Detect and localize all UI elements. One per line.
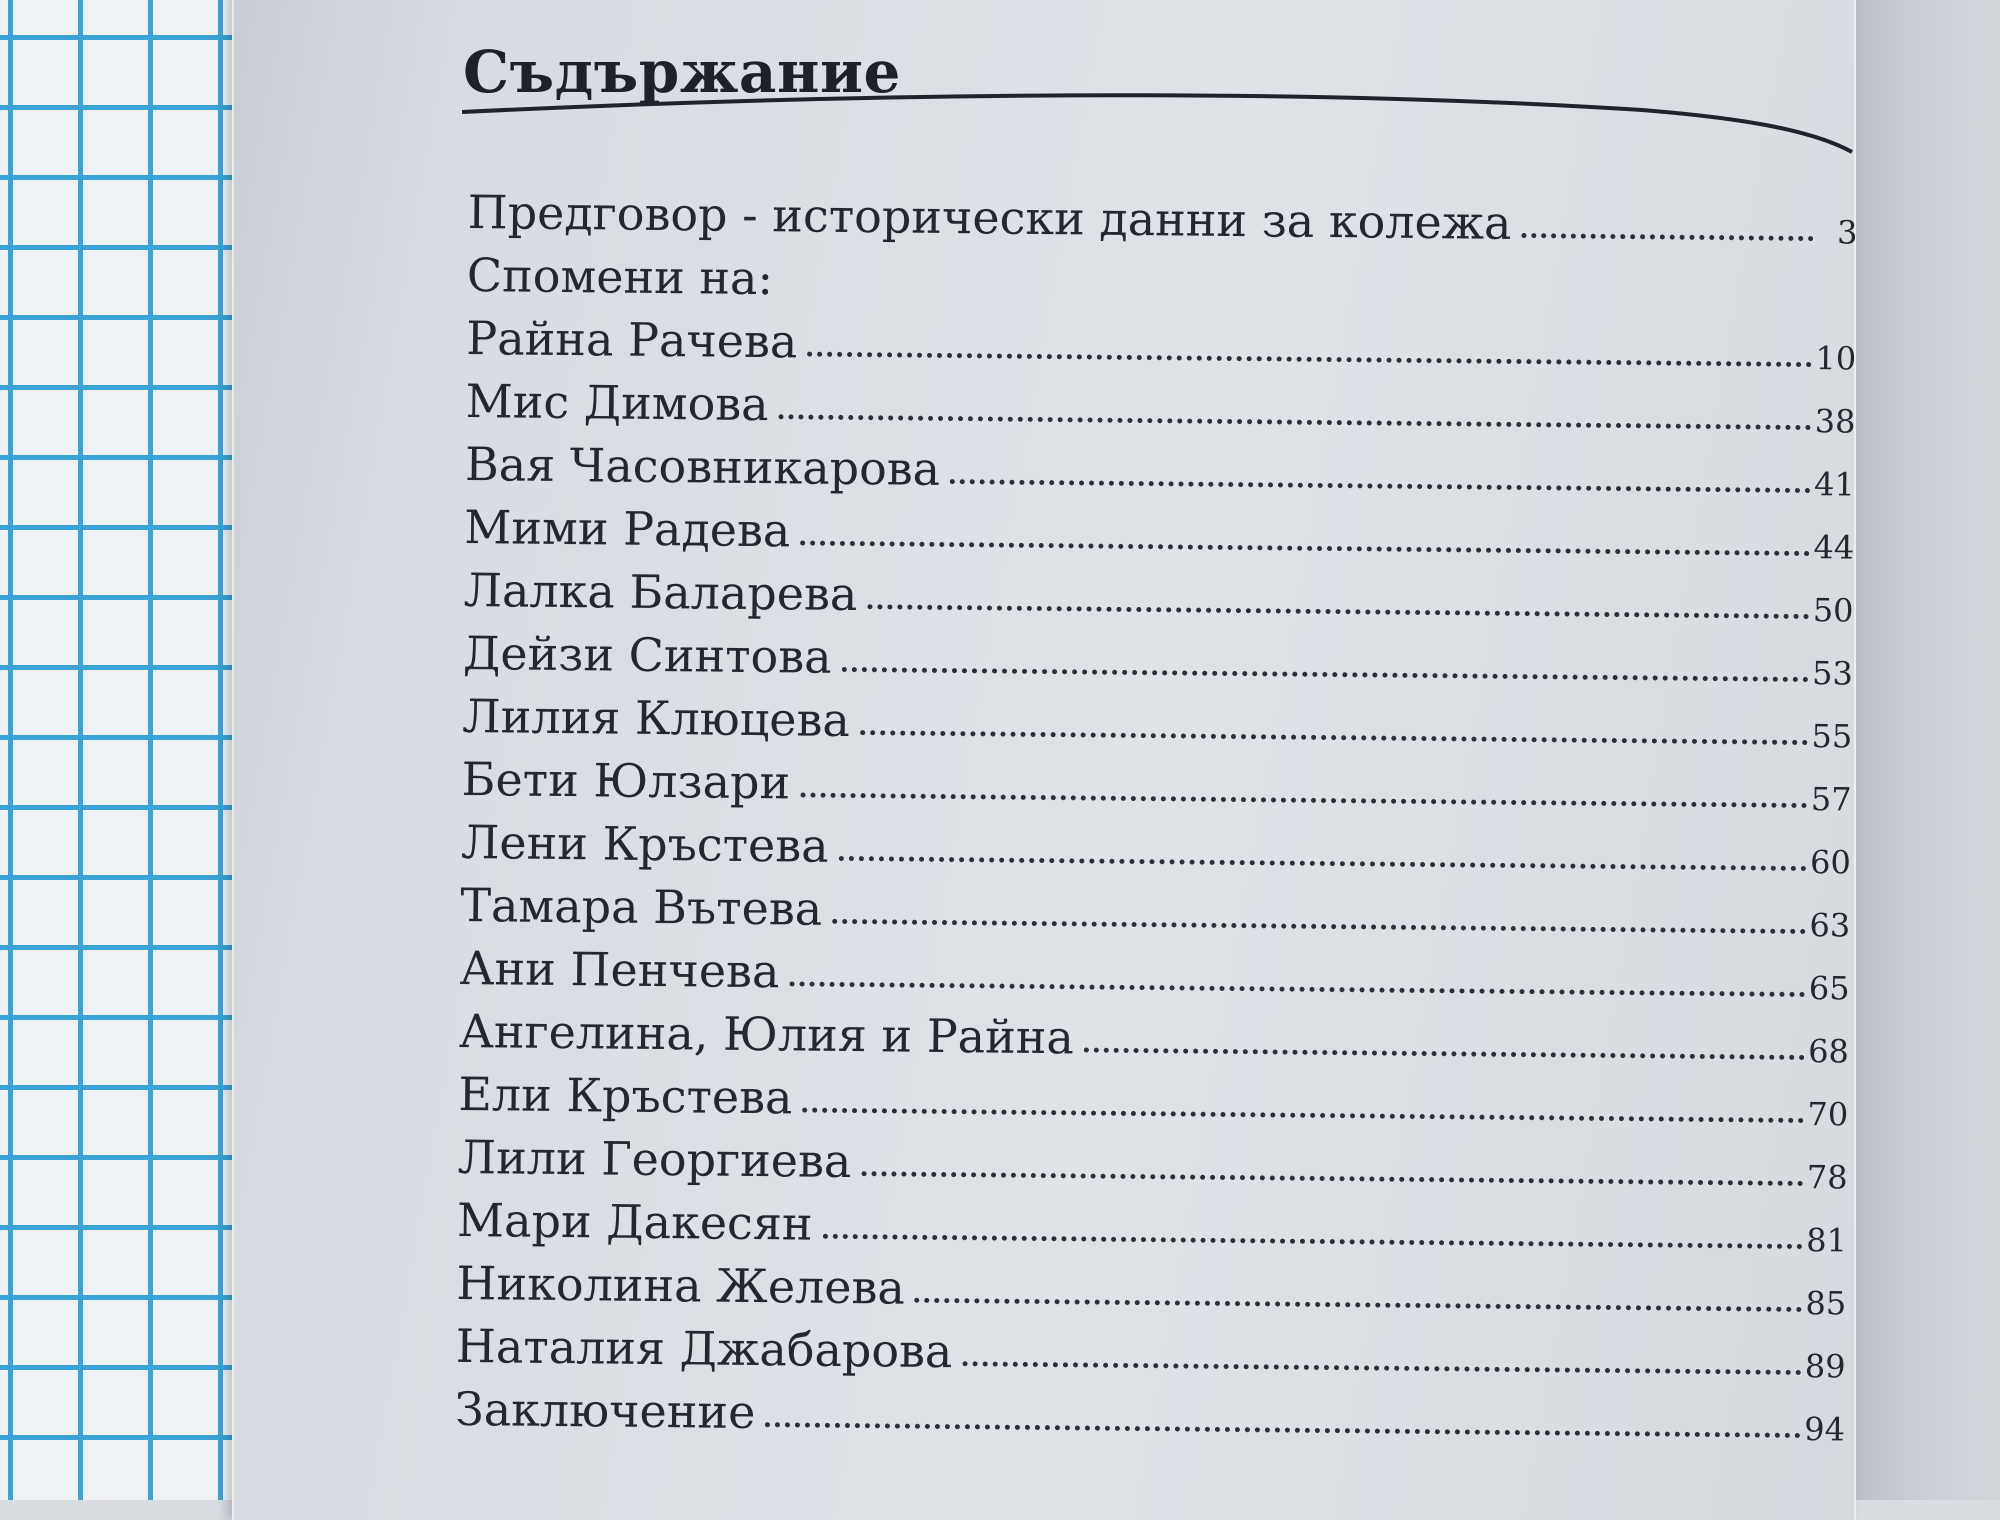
dot-leader xyxy=(841,667,1808,682)
toc-entry-label: Заключение xyxy=(454,1381,756,1440)
toc-entry-label: Предговор - исторически данни за колежа xyxy=(467,184,1512,250)
toc-entry-label: Мари Дакесян xyxy=(456,1192,813,1251)
dot-leader xyxy=(1521,233,1813,241)
toc-page-number: 63 xyxy=(1809,906,1851,945)
toc-entry-label: Лалка Баларева xyxy=(463,562,858,622)
toc-entry-label: Ели Кръстева xyxy=(458,1066,793,1125)
toc-page-number: 10 xyxy=(1815,339,1857,378)
toc-entries-list xyxy=(455,302,1857,1450)
toc-page-number: 3 xyxy=(1836,213,1858,252)
table-of-contents xyxy=(455,176,1858,1450)
dot-leader xyxy=(838,856,1806,871)
dot-leader xyxy=(832,919,1806,934)
dot-leader xyxy=(950,479,1811,493)
toc-page-number: 57 xyxy=(1810,780,1852,819)
toc-entry-label: Ангелина, Юлия и Райна xyxy=(458,1003,1075,1065)
dot-leader xyxy=(867,604,1809,619)
graph-paper-background xyxy=(0,0,260,1500)
toc-entry-label: Лени Кръстева xyxy=(460,814,829,873)
toc-entry-label: Райна Рачева xyxy=(466,310,798,369)
toc-entry-label: Мими Радева xyxy=(464,499,791,558)
toc-entry-label: Вая Часовникарова xyxy=(464,436,941,496)
dot-leader xyxy=(861,1171,1803,1186)
toc-page-number: 68 xyxy=(1807,1032,1850,1071)
toc-entry-label: Николина Желева xyxy=(456,1255,906,1315)
toc-page-number: 94 xyxy=(1804,1410,1846,1449)
dot-leader xyxy=(765,1422,1801,1438)
toc-page-number: 53 xyxy=(1811,654,1854,693)
toc-page-number: 78 xyxy=(1806,1158,1848,1197)
toc-page-number: 60 xyxy=(1809,843,1852,882)
toc-page-number: 81 xyxy=(1806,1221,1848,1260)
toc-page-number: 89 xyxy=(1804,1347,1846,1386)
toc-page-number: 38 xyxy=(1814,402,1856,441)
dot-leader xyxy=(800,540,1810,556)
section-heading-label: Спомени на: xyxy=(466,247,774,306)
toc-page-number: 41 xyxy=(1813,465,1856,504)
dot-leader xyxy=(915,1298,1803,1312)
toc-entry-label: Лилия Клюцева xyxy=(462,688,851,748)
toc-page-number: 85 xyxy=(1805,1284,1847,1323)
toc-page-number: 44 xyxy=(1813,528,1855,567)
dot-leader xyxy=(962,1361,1801,1375)
toc-entry-label: Тамара Вътева xyxy=(460,877,823,936)
toc-page-number: 55 xyxy=(1811,717,1853,756)
page-title: Съдържание xyxy=(463,38,901,106)
toc-entry-label: Дейзи Синтова xyxy=(462,625,832,684)
toc-entry-label: Мис Димова xyxy=(465,373,769,432)
dot-leader xyxy=(822,1234,1802,1249)
title-underline xyxy=(462,80,1862,170)
dot-leader xyxy=(802,1108,1804,1123)
dot-leader xyxy=(860,730,1808,745)
toc-page-number: 70 xyxy=(1807,1095,1849,1134)
dot-leader xyxy=(1084,1047,1805,1060)
toc-page-number: 65 xyxy=(1808,969,1850,1008)
dot-leader xyxy=(800,793,1807,809)
toc-entry-label: Бети Юлзари xyxy=(461,751,791,810)
toc-entry-label: Наталия Джабарова xyxy=(455,1318,953,1379)
dot-leader xyxy=(778,414,1811,430)
dot-leader xyxy=(789,981,1805,997)
toc-page-number: 50 xyxy=(1812,591,1854,630)
toc-entry-label: Лили Георгиева xyxy=(457,1129,852,1189)
toc-entry-label: Ани Пенчева xyxy=(459,940,780,999)
page-edge xyxy=(1852,0,2000,1500)
dot-leader xyxy=(807,352,1812,368)
